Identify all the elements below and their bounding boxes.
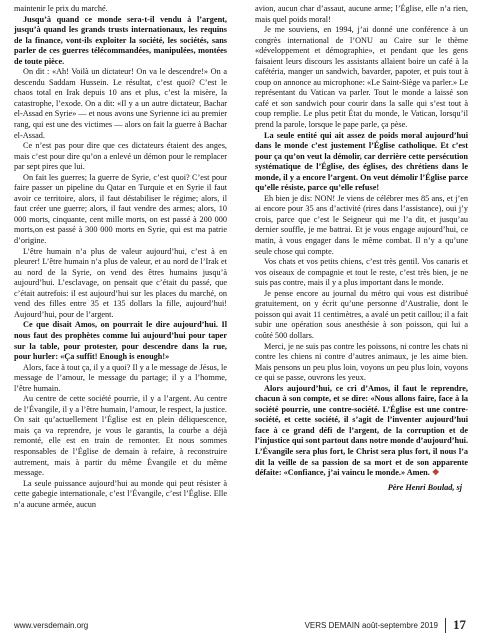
- author-signature: Père Henri Boulad, sj: [387, 482, 462, 492]
- paragraph-text: La seule puissance aujourd’hui au monde qui peut résister à cette gabegie internationale, c’est l’Évangile, c’est l’Église. Elle n’a aucune armée, aucun: [14, 478, 227, 509]
- page-number: 17: [453, 617, 466, 632]
- paragraph: [255, 342, 468, 384]
- paragraph: [255, 194, 468, 257]
- paragraph-text: Ce que disait Amos, on pourrait le dire aujourd’hui. Il nous faut des prophètes comme lui aujourd’hui pour taper sur la table, pour protester, pour descendre dans la rue, pour hurler: «Ça suffit! Enough is enough!»: [14, 320, 227, 362]
- paragraph-text: avion, aucun char d’assaut, aucune arme; l’Église, elle n’a rien, mais quel poids moral!: [255, 4, 468, 24]
- paragraph: [14, 479, 227, 511]
- paragraph-text: On dit : «Ah! Voilà un dictateur! On va le descendre!» On a descendu Saddam Hussein. Le résultat, c’est quoi? C’est le chaos total en Irak depuis 10 ans et plus, c’est la misère, la catastrophe, l’exode. On a dit: «Il y a un autre dictateur, Bachar el-Assad en Syrie» — et nous avons une Syrienne ici au premier rang, qui est une des victimes — alors on fait la guerre à Bachar el-Assad.: [14, 67, 227, 140]
- paragraph: [14, 320, 227, 362]
- paragraph-text: Eh bien je dis: NON! Je viens de célébrer mes 85 ans, et j’en ai encore pour 35 ans d’activité (rires dans l’assistance), oui j’y crois, parce que c’est le Seigneur qui me l’a dit, et jusqu’au dernier souffle, je me battrai. Et je vous engage aujourd’hui, ce matin, à vous engager dans le même combat. Il n’y a qu’une seule chose qui compte.: [255, 193, 468, 256]
- paragraph-text: Vos chats et vos petits chiens, c’est très gentil. Vos canaris et vos oiseaux de compagnie et tout le reste, c’est très bien, je ne suis pas contre, mais il y a plus important dans le monde.: [255, 257, 468, 288]
- paragraph-text: maintenir le prix du marché.: [14, 4, 108, 13]
- paragraph-text: On fait les guerres; la guerre de Syrie, c’est quoi? C’est pour faire passer un pipeline du Qatar en Turquie et en Syrie il faut avoir ce territoire, alors, il faut déstabiliser le régime; alors, il faut créer une guerre; alors, il faut vendre des armes; alors, 10 000 morts, cinquante, cent mille morts, on est passé à 200 000 morts,on est passé à 300 000 morts en Syrie, qui est ma patrie d’origine.: [14, 172, 227, 246]
- footer-magazine-issue: VERS DEMAIN août-septembre 2019: [304, 621, 438, 630]
- footer-website-url[interactable]: www.versdemain.org: [14, 621, 89, 630]
- paragraph: [14, 363, 227, 395]
- paragraph-text: Ce n’est pas pour dire que ces dictateurs étaient des anges, mais c’est pour dire qu’on a enlevé un démon pour le remplacer par sept pires que lui.: [14, 141, 227, 172]
- paragraph: [255, 257, 468, 289]
- paragraph-text: Jusqu’à quand ce monde sera-t-il vendu à l’argent, jusqu’à quand les grands trusts internationaux, les requins de la finance, vont-ils exploiter la société, les sociétés, sans parler de ces guerres télécommandées, manipulées, montées de toute pièce.: [14, 14, 227, 66]
- page-footer: [14, 618, 466, 634]
- end-of-article-icon: ❖: [431, 468, 440, 478]
- paragraph: [255, 25, 468, 130]
- paragraph: [255, 384, 468, 479]
- footer-divider: [445, 618, 446, 633]
- paragraph-text: La seule entité qui ait assez de poids moral aujourd’hui dans le monde c’est justement l’Église catholique. Et c’est pour ça qu’on veut la démolir, car derrière cette persécution systématique de l’Église, des églises, des chrétiens dans le monde, il y a encore l’argent. On veut démolir l’Église parce qu’elle résiste, parce qu’elle refuse!: [255, 130, 468, 193]
- paragraph: [255, 131, 468, 194]
- paragraph: [14, 15, 227, 68]
- paragraph-text: Alors, face à tout ça, il y a quoi? Il y a le message de Jésus, le message de l’amour, le message du partage; il y a l’homme, l’être humain.: [14, 362, 227, 393]
- paragraph-text: Je pense encore au journal du métro qui vous est distribué gratuitement, on y écrit qu’une personne d’Australie, dont le poisson qui avait 11 centimètres, a avalé un petit caillou; il a fait subir une opération sous anesthésie à son poisson, qui lui a coûté 500 dollars.: [255, 288, 468, 340]
- paragraph-text: Merci, je ne suis pas contre les poissons, ni contre les chats ni contre les chiens ni contre d’autres animaux, je les aime bien. Mais pensons un peu plus loin, voyons un peu plus loin, voyons ce qui se passe, ouvrons les yeux.: [255, 341, 468, 383]
- paragraph-text: Je me souviens, en 1994, j’ai donné une conférence à un congrès international de l’ONU au Caire sur le thème «développement et démographie», et pendant que les gens faisaient leurs discours les assistants allaient boire un café à la cafétéria, manger un sandwich, bavarder, papoter, et puis tout à coup on annonce au microphone: «Le Saint-Siège va parler.» Le représentant du Vatican va parler. Tout le monde a laissé son café et son sandwich pour courir dans la salle qui s’est tout à coup remplie. Le plus petit État du monde, le Vatican, lorsqu’il prend la parole, lorsque le pape parle, ça pèse.: [255, 25, 468, 130]
- paragraph: [14, 394, 227, 478]
- paragraph: [14, 173, 227, 247]
- paragraph: [14, 67, 227, 141]
- paragraph: [255, 4, 468, 25]
- paragraph-text: L’être humain n’a plus de valeur aujourd’hui, c’est à en pleurer! L’être humain n’a plus de valeur, et au nord de l’Irak et au nord de la Syrie, on vend des êtres humains jusqu’à aujourd’hui. L’esclavage, on pensait que c’était du passé, que c’était autrefois: il est aujourd’hui sur les places du marché, on vend des filles entre 35 et 135 dollars la fille, aujourd’hui! Aujourd’hui, pour de l’argent.: [14, 246, 227, 319]
- paragraph: [14, 4, 227, 15]
- paragraph: [14, 141, 227, 173]
- paragraph-text: Au centre de cette société pourrie, il y a l’argent. Au centre de l’Évangile, il y a l’être humain, l’amour, le respect, la justice. On sait qu’actuellement l’Église est en plein déliquescence, mais ça va reprendre, je vous le garantis, la courbe a déjà remonté, elle est en train de remonter. Et nous sommes responsables de l’Église de demain à refaire, à reconstruire autrement, mais à partir du même Évangile et du même message.: [14, 394, 227, 478]
- paragraph: [14, 247, 227, 321]
- paragraph: [255, 289, 468, 342]
- paragraph-text: Alors aujourd’hui, ce cri d’Amos, il faut le reprendre, chacun à son compte, et se dire: «Nous allons faire, face à la société pourrie, une contre-société. L’Église est une contre-société, et cette société, il s’agit de l’inventer aujourd’hui face à ce grand défi de l’argent, de la corruption et de l’injustice qui sont partout dans notre monde d’aujourd’hui. L’Évangile sera plus fort, le Christ sera plus fort, il nous l’a dit la veille de sa passion de sa mort et de son apparente défaite: «Confiance, j’ai vaincu le monde.» Amen.: [255, 383, 469, 478]
- left-column: [14, 4, 227, 510]
- right-column: [255, 4, 468, 493]
